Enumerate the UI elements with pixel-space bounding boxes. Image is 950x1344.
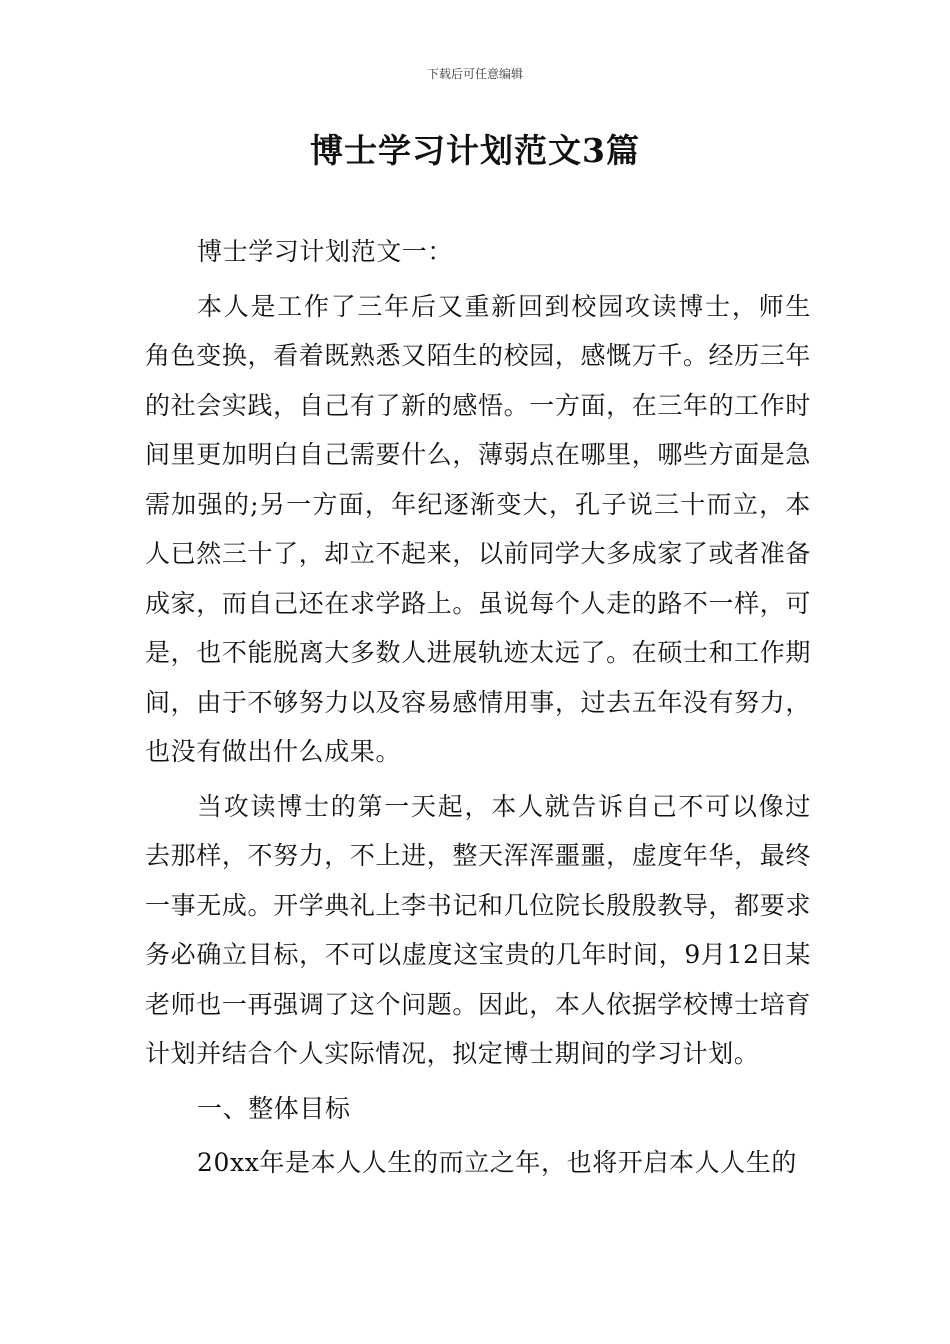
paragraph: 20xx年是本人人生的而立之年，也将开启本人人生的	[197, 1148, 798, 1177]
document-body	[145, 227, 811, 1193]
section-heading-overall-goal: 一、整体目标	[197, 1093, 351, 1123]
section-heading-example-one: 博士学习计划范文一：	[197, 237, 454, 266]
paragraph: 当攻读博士的第一天起，本人就告诉自己不可以像过去那样，不努力，不上进，整天浑浑噩噩，虚度年华，最终一事无成。开学典礼上李书记和几位院长殷殷教导，都要求务必确立目标，不可以虚度这宝贵的几年时间，9月12日某老师也一再强调了这个问题。因此，本人依据学校博士培育计划并结合个人实际情况，拟定博士期间的学习计划。	[145, 791, 811, 1068]
document-title: 博士学习计划范文3篇	[310, 131, 640, 170]
page-header-note: 下载后可任意编辑	[426, 67, 523, 81]
paragraph: 本人是工作了三年后又重新回到校园攻读博士，师生角色变换，看着既熟悉又陌生的校园，感慨万千。经历三年的社会实践，自己有了新的感悟。一方面，在三年的工作时间里更加明白自己需要什么，薄弱点在哪里，哪些方面是急需加强的;另一方面，年纪逐渐变大，孔子说三十而立，本人已然三十了，却立不起来，以前同学大多成家了或者准备成家，而自己还在求学路上。虽说每个人走的路不一样，可是，也不能脱离大多数人进展轨迹太远了。在硕士和工作期间，由于不够努力以及容易感情用事，过去五年没有努力，也没有做出什么成果。	[145, 291, 811, 766]
